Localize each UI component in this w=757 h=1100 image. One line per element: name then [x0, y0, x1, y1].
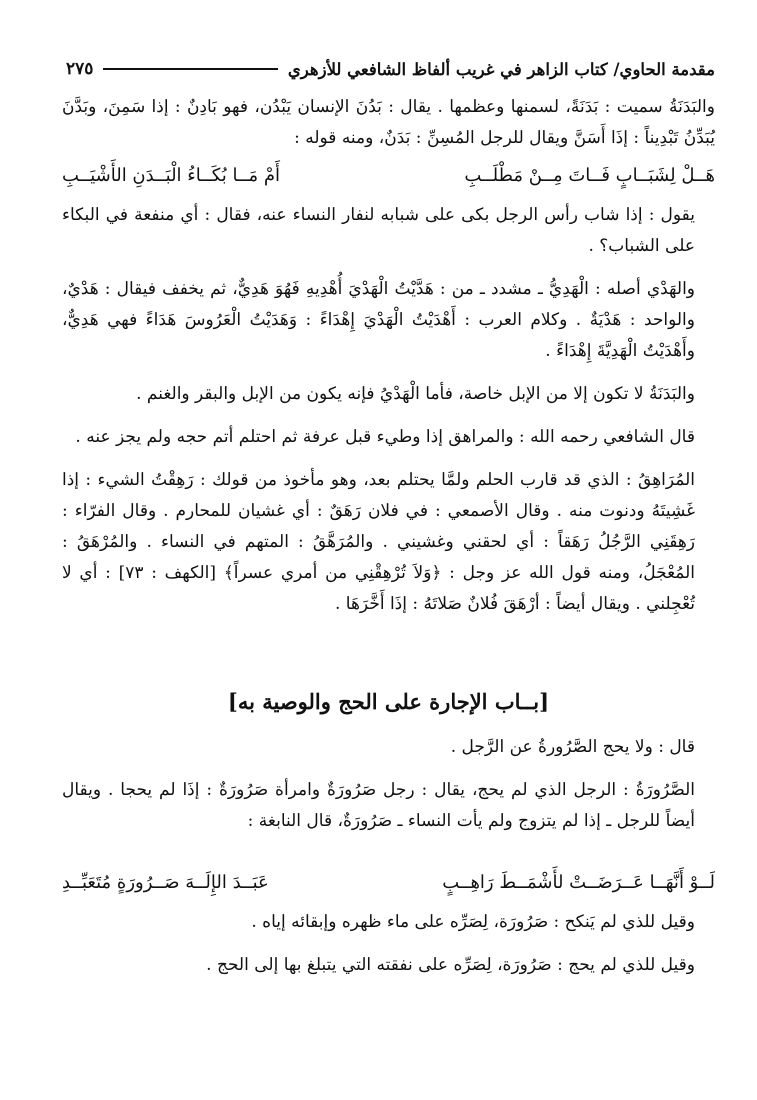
chapter-title: [بــاب الإجارة على الحج والوصية به]	[227, 689, 550, 714]
paragraph-badana-camels: والبَدَنَةُ لا تكون إلا من الإبل خاصة، فأما الْهَدْيُ فإنه يكون من الإبل والبقر والغنم .	[136, 384, 695, 404]
verse-1	[62, 156, 715, 196]
paragraph-sarura-definition: الصَّرُورَةُ : الرجل الذي لم يحج، يقال : رجل صَرُورَةٌ وامرأة صَرُورَةٌ : إذَا لم يحجا . ويقال أيضاً للرجل ـ إذا لم يتزوج ولم يأت النساء ـ صَرُورَةٌ، قال النابغة :	[62, 780, 695, 831]
verse-2-first-hemistich: لَــوْ أَنَّهَــا عَــرَضَــتْ لأَشْمَــطَ رَاهِــبٍ	[442, 872, 715, 893]
header-rule	[103, 68, 277, 70]
paragraph-badana: والبَدَنَةُ سميت : بَدَنَةً، لسمنها وعظمها . يقال : بَدُنَ الإنسان يَبْدُن، فهو بَادِنٌ : إذا سَمِنَ، وبَدَّنَ يُبَدِّنُ تَبْدِيناً : إذَا أَسَنَّ ويقال للرجل المُسِنِّ : بَدَنٌ، ومنه قوله :	[62, 97, 715, 148]
page-number: ٢٧٥	[66, 59, 94, 79]
paragraph-sarura-rule: قال : ولا يحج الصَّرُورةُ عن الرَّجل .	[450, 737, 695, 757]
paragraph-sarura-no-hajj: وقيل للذي لم يحج : صَرُورَة، لِصَرِّه على نفقته التي يتبلغ بها إلى الحج .	[206, 955, 695, 975]
paragraph-murahiq: المُرَاهِقُ : الذي قد قارب الحلم ولمَّا يحتلم بعد، وهو مأخوذ من قولك : رَهِقْتُ الشيء : إذا غَشِيتَهُ ودنوت منه . وقال الأصمعي : في فلان رَهَقٌ : أي غشيان للمحارم . وقال الفرّاء : رَهِقَنِي الرَّجُلُ رَهَقاً : أي لحقني وغشيني . والمُرَهَّقُ : المتهم في النساء . والمُرْهَقُ : المُعْجَلُ، ومنه قول الله عز وجل : ﴿وَلاَ تُرْهِقْنِي من أمري عسراً﴾ [الكهف : ٧٣] : أي لا تُعْجِلني . ويقال أيضاً : أرْهَقَ فُلانٌ صَلاتَهُ : إذَا أَخَّرَهَا .	[62, 470, 696, 614]
verse-2-second-hemistich: عَبَــدَ الإِلَــهَ صَــرُورَةٍ مُتَعَبِّــدِ	[62, 872, 269, 893]
paragraph-shafii-quote: قال الشافعي رحمه الله : والمراهق إذا وطيء قبل عرفة ثم احتلم أتم حجه ولم يجز عنه .	[75, 427, 695, 447]
running-header	[66, 52, 715, 86]
verse-1-first-hemistich: هَــلْ لِشَبَــابٍ فَــاتَ مِــنْ مَطْلَــبِ	[464, 165, 715, 186]
paragraph-hady: والهَدْي أصله : الْهَدِيُّ ـ مشدد ـ من : هَدَّيْتُ الْهَدْيَ أُهْدِيهِ فَهُوَ هَدِيٌّ، ثم يخفف فيقال : هَدْيٌ، والواحد : هَدْيَةٌ . وكلام العرب : أَهْدَيْتُ الْهَدْيَ إِهْدَاءً : وَهَدَيْتُ الْعَرُوسَ هَدَاءً فهي هَدِيٌّ، وأَهْدَيْتُ الْهَدِيَّةَ إِهْدَاءً .	[62, 279, 695, 361]
header-title: مقدمة الحاوي/ كتاب الزاهر في غريب ألفاظ الشافعي للأزهري	[287, 59, 715, 79]
verse-1-second-hemistich: أَمْ مَــا بُكَــاءُ الْبَــدَنِ الأَشْيَــبِ	[62, 165, 280, 186]
body-text	[62, 92, 715, 981]
paragraph-sarura-unmarried: وقيل للذي لم يَنكح : صَرُورَة، لِصَرِّه على ماء ظهره وإبقائه إياه .	[251, 912, 695, 932]
verse-2	[62, 863, 715, 903]
paragraph-explanation: يقول : إذا شاب رأس الرجل بكى على شبابه لنفار النساء عنه، فقال : أي منفعة في البكاء على الشباب؟ .	[62, 205, 695, 256]
